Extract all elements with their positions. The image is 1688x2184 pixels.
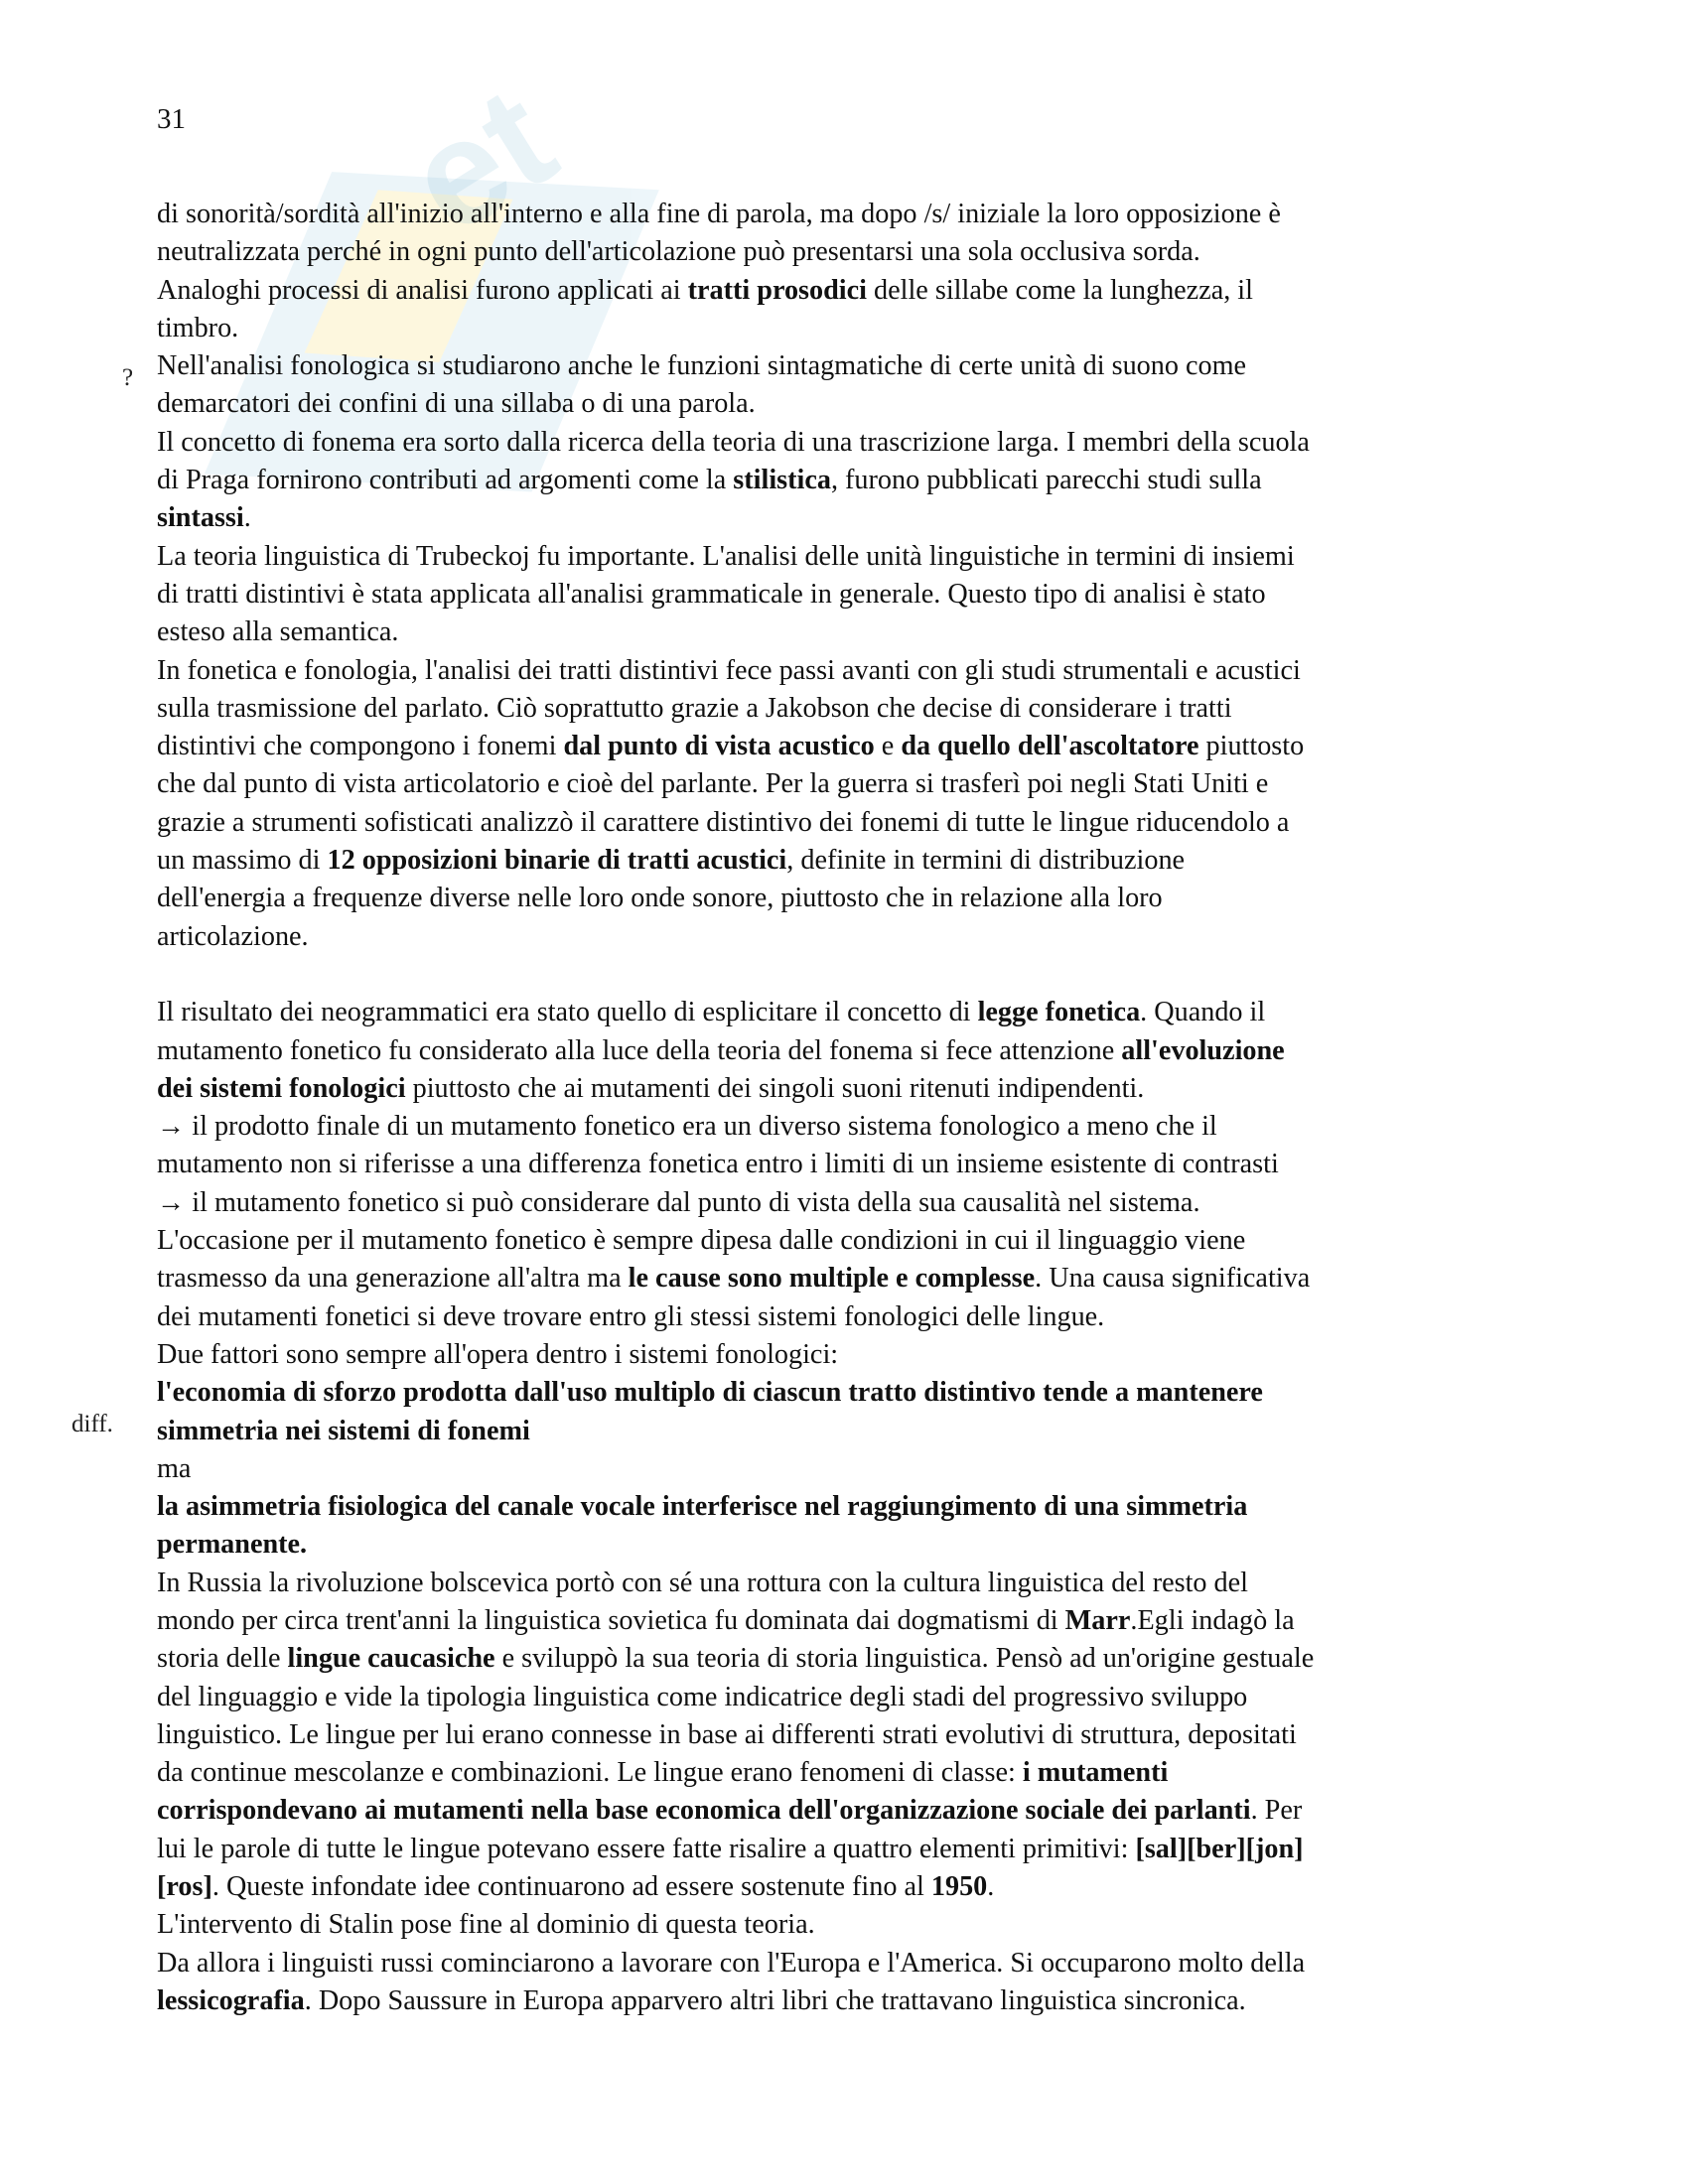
text-segment: Da allora i linguisti russi cominciarono a lavorare con l'Europa e l'America. Si occuparono molto della	[157, 1947, 1306, 1979]
text-segment: . Quando il	[1140, 997, 1266, 1028]
text-segment: distintivi che compongono i fonemi	[157, 731, 564, 762]
margin-note-diff: diff.	[71, 1411, 113, 1437]
text-line	[157, 1336, 1537, 1374]
text-line	[157, 1260, 1537, 1297]
bold-segment: i mutamenti	[1022, 1757, 1169, 1789]
bold-segment: la asimmetria fisiologica del canale vocale interferisce nel raggiungimento di una simmetria	[157, 1491, 1248, 1523]
text-line	[157, 1565, 1537, 1602]
bold-segment: 12 opposizioni binarie di tratti acustici	[327, 845, 787, 877]
text-line	[157, 1413, 1537, 1450]
bold-segment: permanente.	[157, 1529, 308, 1561]
text-line	[157, 196, 1537, 233]
bold-segment: legge fonetica	[977, 997, 1141, 1028]
text-line	[157, 1526, 1537, 1564]
text-segment: un massimo di	[157, 845, 328, 877]
text-line	[157, 1298, 1537, 1336]
watermark-brand-text: et	[379, 53, 582, 266]
text-line	[157, 1374, 1537, 1412]
text-line	[157, 1982, 1537, 2020]
text-line	[157, 1945, 1537, 1982]
text-segment: Il concetto di fonema era sorto dalla ricerca della teoria di una trascrizione larga. I membri della scuola	[157, 426, 1310, 458]
text-segment: mondo per circa trent'anni la linguistica sovietica fu dominata dai dogmatismi di	[157, 1604, 1065, 1636]
text-segment: Nell'analisi fonologica si studiarono anche le funzioni sintagmatiche di certe unità di suono come	[157, 350, 1247, 382]
text-line	[157, 842, 1537, 880]
text-line	[157, 1868, 1537, 1906]
text-segment: . Queste infondate idee continuarono ad essere sostenute fino al	[211, 1871, 931, 1903]
text-line	[157, 1488, 1537, 1526]
text-line	[157, 1032, 1537, 1070]
text-segment: , furono pubblicati parecchi studi sulla	[830, 465, 1262, 496]
text-line	[157, 1108, 1537, 1146]
text-segment: → il mutamento fonetico si può considerare dal punto di vista della sua causalità nel sistema.	[157, 1186, 1200, 1218]
text-segment: ma	[157, 1452, 192, 1484]
text-line	[157, 956, 1537, 994]
text-segment: demarcatori dei confini di una sillaba o di una parola.	[157, 388, 756, 420]
text-line	[157, 347, 1537, 385]
body-text	[157, 196, 1537, 2020]
text-line	[157, 1831, 1537, 1868]
text-segment: e sviluppò la sua teoria di storia linguistica. Pensò ad un'origine gestuale	[494, 1643, 1315, 1675]
bold-segment: dal punto di vista acustico	[563, 731, 875, 762]
bold-segment: da quello dell'ascoltatore	[901, 731, 1199, 762]
bold-segment: stilistica	[733, 465, 831, 496]
text-line	[157, 1070, 1537, 1108]
text-line	[157, 1450, 1537, 1488]
text-segment: Due fattori sono sempre all'opera dentro i sistemi fonologici:	[157, 1338, 839, 1370]
text-segment: di sonorità/sordità all'inizio all'interno e alla fine di parola, ma dopo /s/ iniziale la loro opposizione è	[157, 199, 1281, 229]
text-segment: Analoghi processi di analisi furono applicati ai	[157, 274, 688, 306]
text-segment: che dal punto di vista articolatorio e cioè del parlante. Per la guerra si trasferì poi negli Stati Uniti e	[157, 768, 1269, 800]
text-segment: L'intervento di Stalin pose fine al dominio di questa teoria.	[157, 1909, 815, 1941]
text-segment: sulla trasmissione del parlato. Ciò soprattutto grazie a Jakobson che decise di considerare i tratti	[157, 692, 1232, 724]
text-segment: In Russia la rivoluzione bolscevica portò con sé una rottura con la cultura linguistica del resto del	[157, 1567, 1248, 1598]
text-line	[157, 1716, 1537, 1754]
text-line	[157, 499, 1537, 537]
text-line	[157, 728, 1537, 765]
text-segment: La teoria linguistica di Trubeckoj fu importante. L'analisi delle unità linguistiche in termini di insiemi	[157, 540, 1295, 572]
bold-segment: sintassi	[157, 502, 244, 534]
text-segment: mutamento fonetico fu considerato alla luce della teoria del fonema si fece attenzione	[157, 1034, 1122, 1066]
text-segment: . Per	[1250, 1795, 1303, 1827]
text-segment: linguistico. Le lingue per lui erano connesse in base ai differenti strati evolutivi di struttura, depositati	[157, 1718, 1297, 1750]
margin-note-question: ?	[122, 364, 134, 391]
bold-segment: [ros]	[157, 1871, 212, 1903]
text-line	[157, 1602, 1537, 1640]
text-segment: .Egli indagò la	[1130, 1604, 1295, 1636]
text-segment: e	[874, 731, 902, 762]
text-segment: lui le parole di tutte le lingue potevano essere fatte risalire a quattro elementi primitivi:	[157, 1833, 1136, 1864]
text-segment: dell'energia a frequenze diverse nelle loro onde sonore, piuttosto che in relazione alla loro	[157, 883, 1163, 914]
text-line	[157, 1640, 1537, 1678]
bold-segment: corrispondevano ai mutamenti nella base economica dell'organizzazione sociale dei parlanti	[157, 1795, 1251, 1827]
text-segment: di tratti distintivi è stata applicata all'analisi grammaticale in generale. Questo tipo di analisi è stato	[157, 578, 1266, 610]
bold-segment: l'economia di sforzo prodotta dall'uso multiplo di ciascun tratto distintivo tende a mantenere	[157, 1377, 1263, 1409]
text-segment: da continue mescolanze e combinazioni. Le lingue erano fenomeni di classe:	[157, 1757, 1023, 1789]
text-segment: L'occasione per il mutamento fonetico è sempre dipesa dalle condizioni in cui il linguaggio viene	[157, 1225, 1246, 1257]
text-line	[157, 233, 1537, 271]
text-line	[157, 765, 1537, 803]
text-segment: mutamento non si riferisse a una differenza fonetica entro i limiti di un insieme esistente di contrasti	[157, 1149, 1279, 1180]
bold-segment: 1950	[930, 1871, 988, 1903]
text-segment: . Una causa significativa	[1035, 1263, 1311, 1295]
text-segment: timbro.	[157, 312, 239, 343]
text-line	[157, 1146, 1537, 1183]
text-segment: In fonetica e fonologia, l'analisi dei tratti distintivi fece passi avanti con gli studi strumentali e acustici	[157, 654, 1301, 686]
bold-segment: dei sistemi fonologici	[157, 1072, 406, 1104]
page-number: 31	[157, 103, 186, 135]
text-segment: piuttosto che ai mutamenti dei singoli suoni ritenuti indipendenti.	[405, 1072, 1145, 1104]
text-line	[157, 424, 1537, 462]
text-segment: .	[243, 502, 251, 534]
text-line	[157, 652, 1537, 690]
text-line	[157, 310, 1537, 347]
text-segment: articolazione.	[157, 920, 309, 952]
bold-segment: all'evoluzione	[1121, 1034, 1285, 1066]
text-segment: . Dopo Saussure in Europa apparvero altri libri che trattavano linguistica sincronica.	[304, 1984, 1246, 2016]
text-segment: di Praga fornirono contributi ad argomenti come la	[157, 465, 734, 496]
text-segment: storia delle	[157, 1643, 288, 1675]
text-line	[157, 690, 1537, 728]
text-segment: , definite in termini di distribuzione	[786, 845, 1186, 877]
text-line	[157, 614, 1537, 651]
text-line	[157, 1222, 1537, 1260]
bold-segment: lessicografia	[157, 1984, 305, 2016]
bold-segment: lingue caucasiche	[287, 1643, 495, 1675]
text-segment: Il risultato dei neogrammatici era stato quello di esplicitare il concetto di	[157, 997, 978, 1028]
bold-segment: tratti prosodici	[687, 274, 867, 306]
text-line	[157, 272, 1537, 310]
text-line	[157, 1906, 1537, 1944]
text-segment: grazie a strumenti sofisticati analizzò il carattere distintivo dei fonemi di tutte le lingue riducendolo a	[157, 806, 1290, 838]
text-segment: delle sillabe come la lunghezza, il	[866, 274, 1253, 306]
text-segment: piuttosto	[1198, 731, 1305, 762]
bold-segment: [sal][ber][jon]	[1135, 1833, 1304, 1864]
text-line	[157, 385, 1537, 423]
bold-segment: le cause sono multiple e complesse	[628, 1263, 1036, 1295]
text-line	[157, 538, 1537, 576]
text-line	[157, 880, 1537, 917]
bold-segment: simmetria nei sistemi di fonemi	[157, 1415, 530, 1446]
text-segment: esteso alla semantica.	[157, 616, 399, 648]
text-line	[157, 804, 1537, 842]
text-segment: del linguaggio e vide la tipologia linguistica come indicatrice degli stadi del progressivo sviluppo	[157, 1681, 1248, 1712]
text-line	[157, 1792, 1537, 1830]
text-line	[157, 994, 1537, 1031]
text-line	[157, 462, 1537, 499]
text-segment: neutralizzata perché in ogni punto dell'articolazione può presentarsi una sola occlusiva sorda.	[157, 236, 1200, 268]
text-segment: dei mutamenti fonetici si deve trovare entro gli stessi sistemi fonologici delle lingue.	[157, 1300, 1105, 1332]
bold-segment: Marr	[1064, 1604, 1131, 1636]
text-line	[157, 1679, 1537, 1716]
text-line	[157, 576, 1537, 614]
text-line	[157, 1184, 1537, 1222]
text-segment: .	[987, 1871, 995, 1903]
text-line	[157, 1754, 1537, 1792]
text-line	[157, 918, 1537, 956]
text-segment: trasmesso da una generazione all'altra ma	[157, 1263, 629, 1295]
text-segment: → il prodotto finale di un mutamento fonetico era un diverso sistema fonologico a meno che il	[157, 1111, 1217, 1143]
